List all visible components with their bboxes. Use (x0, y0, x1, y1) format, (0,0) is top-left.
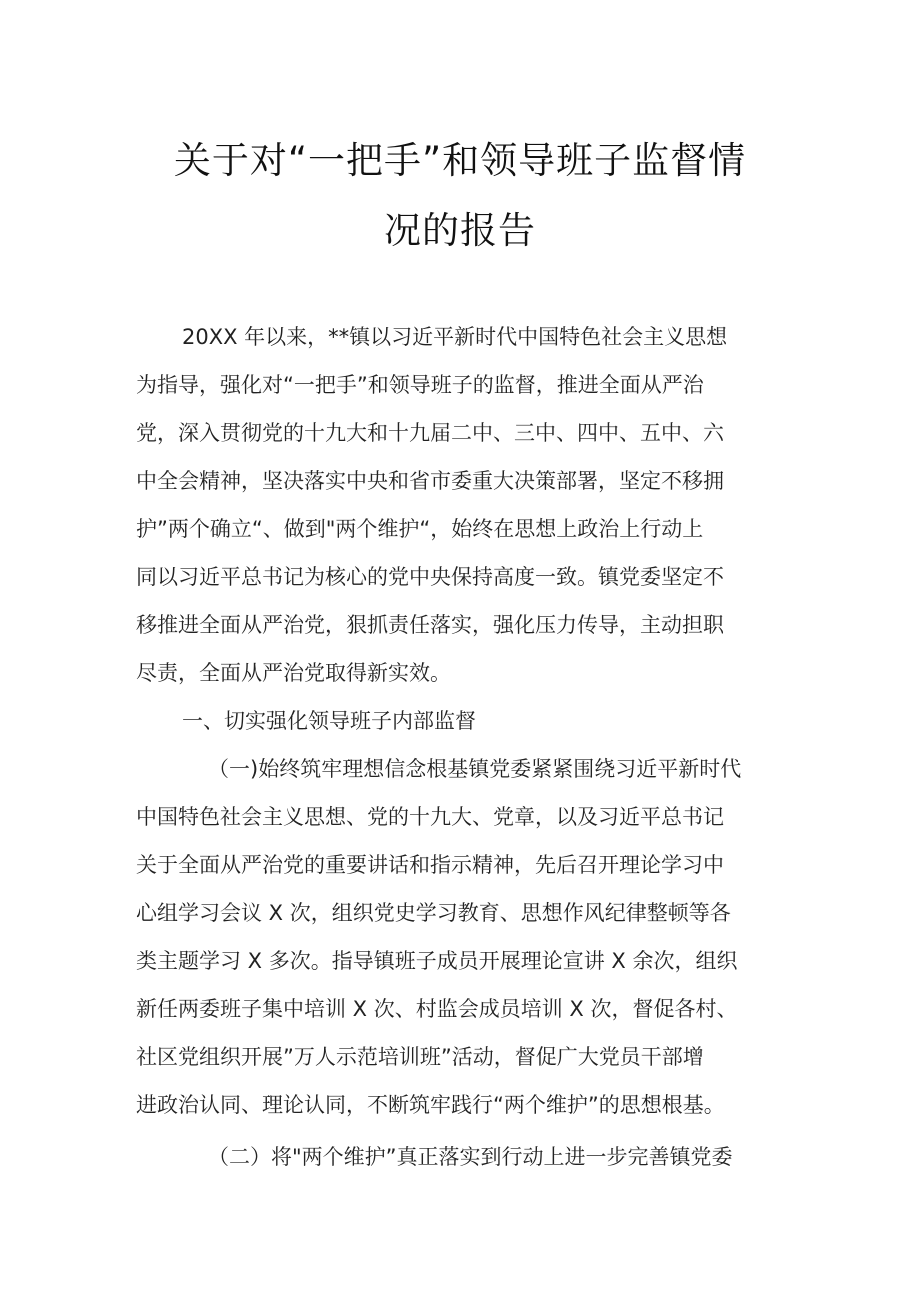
paragraph-line: 新任两委班子集中培训 X 次、村监会成员培训 X 次，督促各村、 (136, 997, 738, 1021)
paragraph-line: 社区党组织开展”万人示范培训班”活动，督促广大党员干部增 (136, 1045, 704, 1069)
paragraph-line: 中全会精神，坚决落实中央和省市委重大决策部署，坚定不移拥 (136, 469, 724, 493)
paragraph-line: 尽责，全面从严治党取得新实效。 (136, 661, 451, 685)
paragraph-line: 进政治认同、理论认同，不断筑牢践行“两个维护”的思想根基。 (136, 1093, 725, 1117)
paragraph-line: 类主题学习 X 多次。指导镇班子成员开展理论宣讲 X 余次，组织 (136, 949, 738, 973)
document-title-line-2: 况的报告 (384, 209, 536, 252)
paragraph-line: 为指导，强化对“一把手”和领导班子的监督，推进全面从严治 (136, 373, 704, 397)
paragraph-line: 中国特色社会主义思想、党的十九大、党章，以及习近平总书记 (136, 805, 724, 829)
paragraph-line: 党，深入贯彻党的十九大和十九届二中、三中、四中、五中、六 (136, 421, 724, 445)
paragraph-line: 心组学习会议 X 次，组织党史学习教育、思想作风纪律整顿等各 (136, 901, 731, 925)
paragraph-line: 20XX 年以来，**镇以习近平新时代中国特色社会主义思想 (182, 325, 728, 349)
paragraph-line: 关于全面从严治党的重要讲话和指示精神，先后召开理论学习中 (136, 853, 724, 877)
section-heading: 一、切实强化领导班子内部监督 (182, 709, 476, 733)
paragraph-line: 移推进全面从严治党，狠抓责任落实，强化压力传导，主动担职 (136, 613, 724, 637)
paragraph-line: 同以习近平总书记为核心的党中央保持高度一致。镇党委坚定不 (136, 565, 724, 589)
paragraph-line: 护”两个确立“、做到"两个维护“，始终在思想上政治上行动上 (136, 517, 704, 541)
document-title-line-1: 关于对“一把手”和领导班子监督情 (173, 139, 747, 182)
paragraph-line: （二）将"两个维护”真正落实到行动上进一步完善镇党委 (208, 1145, 733, 1169)
paragraph-line: （一)始终筑牢理想信念根基镇党委紧紧围绕习近平新时代 (208, 757, 742, 781)
